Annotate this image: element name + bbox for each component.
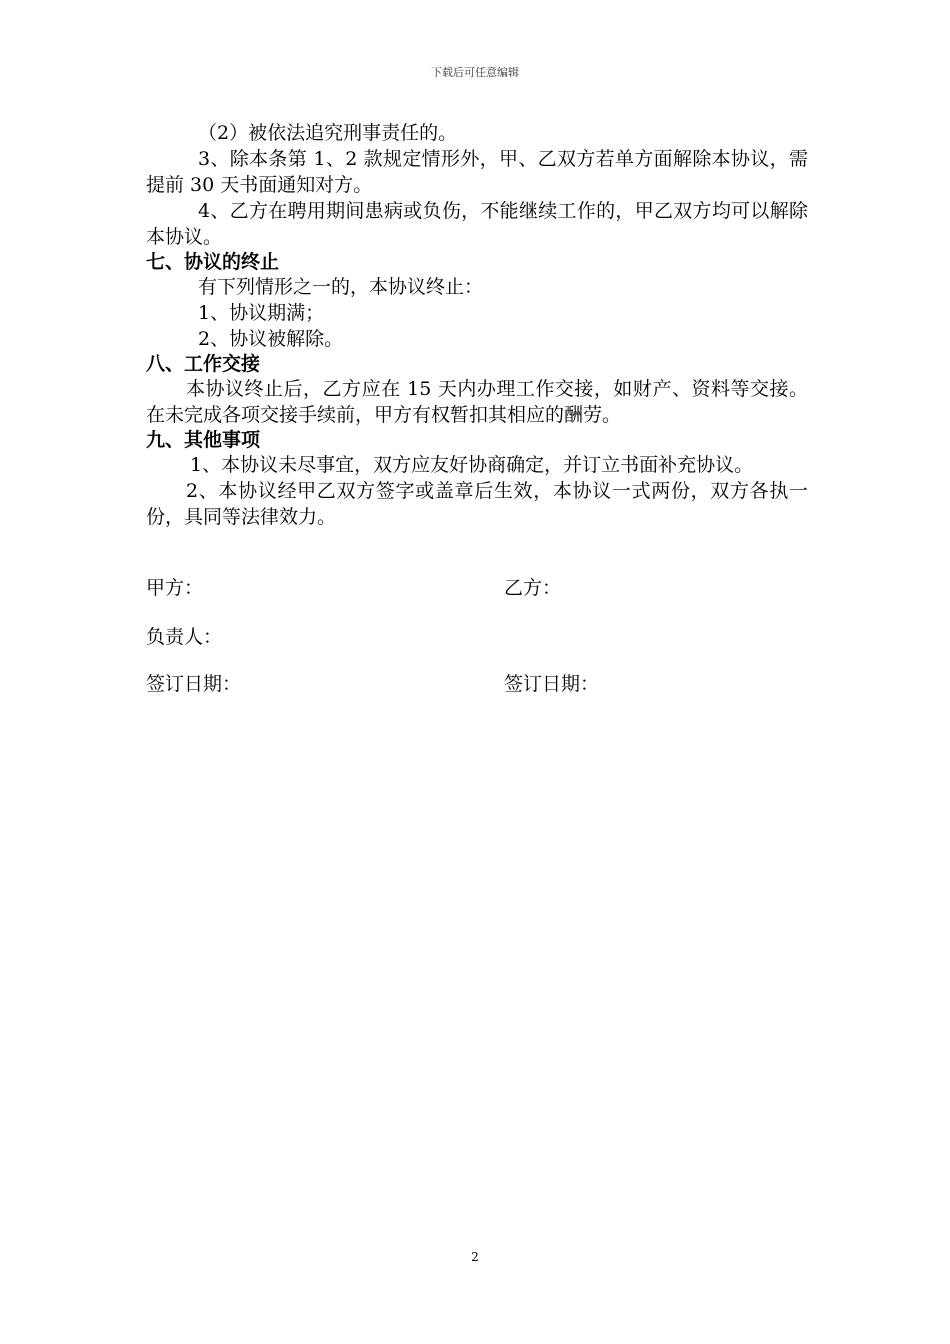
section-heading-7: 七、协议的终止 (146, 251, 280, 273)
header-note: 下载后可任意编辑 (431, 66, 519, 79)
date-b-label: 签订日期： (504, 673, 600, 695)
clause-p7: 本协议终止后，乙方应在 15 天内办理工作交接，如财产、资料等交接。在未完成各项交接手续前，甲方有权暂扣其相应的酬劳。 (146, 378, 808, 426)
clause-p3: 4、乙方在聘用期间患病或负伤，不能继续工作的，甲乙双方均可以解除本协议。 (146, 200, 808, 248)
page-number: 2 (471, 1250, 479, 1264)
section-heading-8: 八、工作交接 (146, 353, 261, 375)
clause-p5: 1、协议期满； (198, 302, 325, 324)
clause-p9: 2、本协议经甲乙双方签字或盖章后生效，本协议一式两份，双方各执一份，具同等法律效力。 (146, 480, 808, 528)
party-a-label: 甲方： (146, 577, 204, 599)
document-body (146, 120, 808, 530)
clause-p2: 3、除本条第 1、2 款规定情形外，甲、乙双方若单方面解除本协议，需提前 30 天书面通知对方。 (146, 148, 808, 196)
responsible-label: 负责人： (146, 626, 223, 648)
clause-p1: （2）被依法追究刑事责任的。 (198, 122, 458, 144)
party-b-label: 乙方： (504, 577, 562, 599)
clause-p8: 1、本协议未尽事宜，双方应友好协商确定，并订立书面补充协议。 (190, 454, 754, 476)
date-a-label: 签订日期： (146, 673, 242, 695)
clause-p4: 有下列情形之一的，本协议终止： (198, 276, 484, 298)
section-heading-9: 九、其他事项 (146, 429, 261, 451)
clause-p6: 2、协议被解除。 (198, 328, 344, 350)
